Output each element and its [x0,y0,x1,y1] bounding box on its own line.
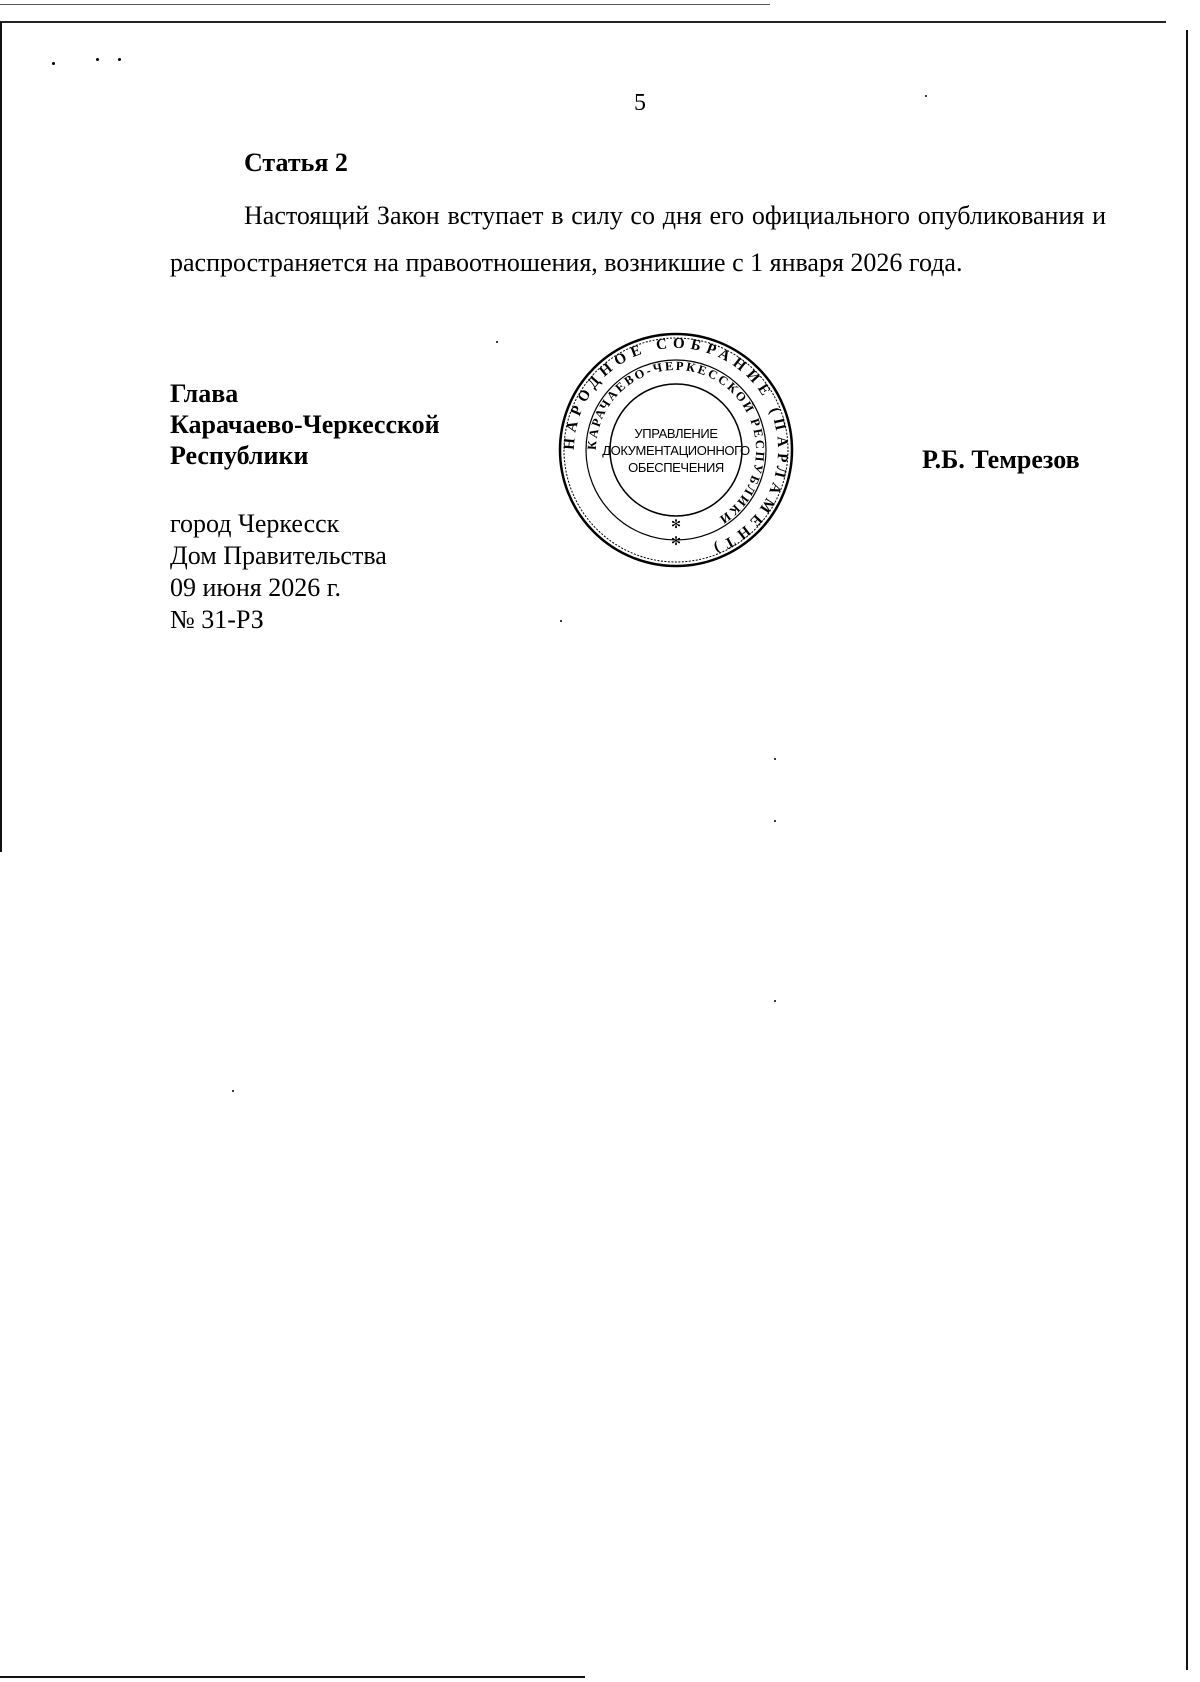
seal-outer-text: НАРОДНОЕ СОБРАНИЕ (ПАРЛАМЕНТ) [561,335,791,559]
scan-speck [774,1000,776,1002]
signer-title-line: Карачаево-Черкесской [170,410,440,439]
article-title: Статья 2 [244,148,348,177]
scan-speck [496,341,498,343]
seal-center-line: ОБЕСПЕЧЕНИЯ [628,459,724,475]
scan-speck [96,58,99,61]
building: Дом Правительства [170,541,387,570]
page-number: 5 [634,90,646,116]
seal-center-text [558,332,794,568]
scan-edge-line [0,22,2,852]
signer-title [170,378,440,471]
date: 09 июня 2026 г. [170,573,341,602]
signer-title-line: Республики [170,441,309,470]
scan-speck [774,758,776,760]
signer-title-line: Глава [170,379,239,408]
seal-center-line: ДОКУМЕНТАЦИОННОГО [602,442,750,458]
seal-center-line: УПРАВЛЕНИЕ [634,425,718,441]
place-date-block [170,508,387,636]
scan-speck [560,620,562,622]
city: город Черкесск [170,509,340,538]
scan-speck [232,1090,234,1092]
signer-name: Р.Б. Темрезов [922,445,1080,474]
scan-edge-line [0,21,1166,24]
official-seal [558,332,794,568]
law-number: № 31-РЗ [170,605,264,634]
scan-edge-line [0,1676,585,1678]
seal-star-icon: ✻ [670,517,682,531]
scan-speck [52,62,55,65]
scan-speck [774,820,776,822]
seal-inner-text: КАРАЧАЕВО-ЧЕРКЕССКОЙ РЕСПУБЛИКИ [584,358,768,528]
scan-edge-line [0,4,770,5]
scan-speck [118,58,121,61]
article-text: Настоящий Закон вступает в силу со дня его официального опубликования и распространяется на правоотношения, возникшие с 1 января 2026 года. [170,201,1106,277]
scan-edge-line [1186,30,1188,1670]
seal-star-icon: ✻ [670,534,682,548]
